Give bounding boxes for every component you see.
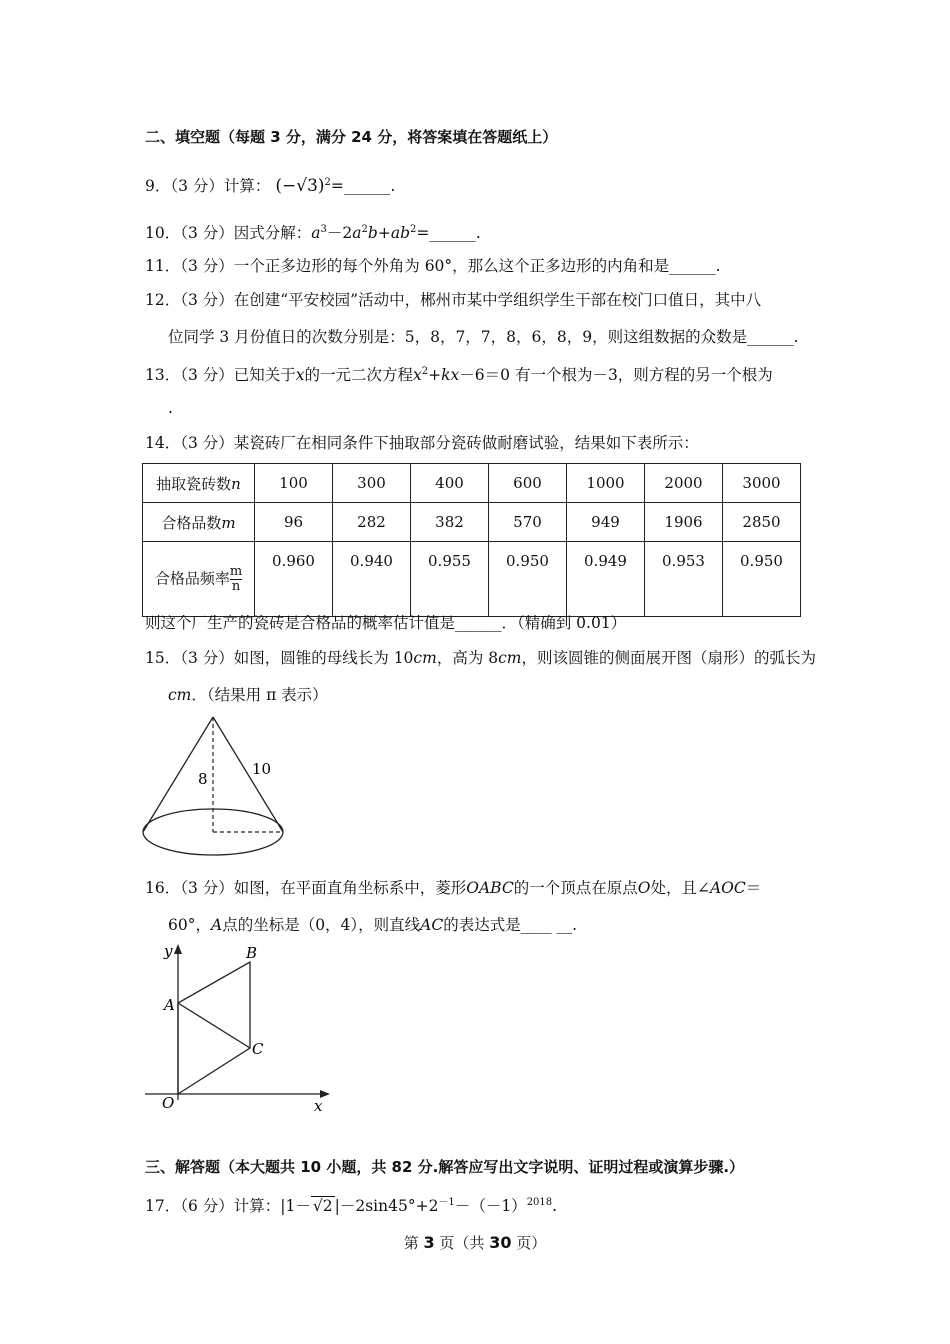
q13-plus: +	[428, 366, 442, 384]
table-cell: 96	[255, 503, 333, 542]
q10-blank: =______.	[416, 224, 481, 242]
q16-line2-middle: 点的坐标是（0，4），则直线	[222, 916, 421, 934]
q16-line2-prefix: 60°，	[168, 916, 211, 934]
q10-sup-3: 2	[410, 224, 417, 235]
q10-var-a: a	[311, 224, 321, 242]
sqrt-arg: 2	[322, 1197, 333, 1215]
q13-tail: －6＝0 有一个根为－3，则方程的另一个根为	[459, 366, 773, 384]
q16-line2-tail: 的表达式是____ __.	[443, 916, 578, 934]
q10-number: 10．	[145, 224, 181, 242]
q15-prefix: 15．（3 分）如图，圆锥的母线长为 10	[145, 649, 414, 667]
table-cell: 282	[333, 503, 411, 542]
row-header-m-var: m	[221, 513, 236, 532]
q10-var-ab: ab	[390, 224, 411, 242]
q10-sup-2: 2	[361, 224, 368, 235]
q17-tail: .	[552, 1197, 558, 1215]
question-17	[145, 1193, 557, 1216]
point-c-label: C	[252, 1040, 264, 1058]
table-cell: 0.950	[723, 542, 801, 617]
section-3-title: 三、解答题（本大题共 10 小题，共 82 分.解答应写出文字说明、证明过程或演算步骤.）	[145, 1158, 745, 1176]
q10-minus-2: －2	[326, 224, 353, 242]
cone-right-slant	[213, 717, 283, 832]
question-16-line-2	[168, 915, 577, 935]
q16-aoc: AOC	[709, 879, 746, 897]
sqrt-radicand: √2	[312, 1197, 333, 1215]
table-cell: 3000	[723, 464, 801, 503]
q15-tail-2: ．（结果用 π 表示）	[191, 686, 328, 704]
question-11: 11．（3 分）一个正多边形的每个外角为 60°，那么这个正多边形的内角和是______.	[145, 257, 721, 275]
row-header-n	[143, 464, 255, 503]
table-cell: 570	[489, 503, 567, 542]
point-a-label: A	[164, 996, 175, 1014]
q10-sup-1: 3	[320, 224, 327, 235]
table-cell: 100	[255, 464, 333, 503]
q13-var-x: x	[295, 366, 305, 384]
table-cell: 0.953	[645, 542, 723, 617]
table-row-n	[143, 464, 801, 503]
q9-prompt: （3 分）计算：	[170, 177, 271, 195]
tile-test-table	[142, 463, 801, 617]
q13-eq-x: x	[413, 366, 422, 384]
q10-prompt: （3 分）因式分解：	[180, 224, 312, 242]
table-row-m	[143, 503, 801, 542]
y-axis-arrow	[174, 944, 182, 954]
q15-middle: ，高为 8	[436, 649, 499, 667]
cone-slant-label: 10	[252, 760, 272, 778]
q17-sup-1: －1	[438, 1197, 455, 1208]
cone-figure	[140, 712, 290, 864]
table-cell: 600	[489, 464, 567, 503]
question-15-line-1	[145, 648, 816, 668]
table-cell: 300	[333, 464, 411, 503]
rhombus-coordinate-figure	[140, 940, 340, 1115]
q9-exponent: 2	[324, 177, 331, 188]
row-header-m-label: 合格品数	[161, 513, 222, 532]
rhombus-oabc	[178, 962, 250, 1094]
q16-a: A	[210, 916, 223, 934]
table-cell: 400	[411, 464, 489, 503]
footer-pre: 第	[403, 1234, 419, 1252]
q9-expression: (−√3)	[275, 176, 325, 196]
footer-mid: 页（共	[439, 1234, 485, 1252]
q15-unit-2: cm	[498, 649, 522, 667]
q13-prefix: 13．（3 分）已知关于	[145, 366, 296, 384]
q17-prefix: 17．（6 分）计算：|1－	[145, 1197, 311, 1215]
footer-page-number: 3	[423, 1233, 435, 1252]
question-9	[145, 173, 395, 196]
q10-var-b: b	[367, 224, 378, 242]
row-header-n-var: n	[231, 474, 241, 493]
q16-prefix: 16．（3 分）如图，在平面直角坐标系中，菱形	[145, 879, 467, 897]
q17-middle: |－2sin45°+2	[334, 1197, 439, 1215]
table-cell: 0.950	[489, 542, 567, 617]
q13-kx: kx	[441, 366, 460, 384]
question-14-after: 则这个厂生产的瓷砖是合格品的概率估计值是______．（精确到 0.01）	[145, 614, 627, 632]
x-axis-label: x	[314, 1097, 323, 1115]
row-header-frequency-label: 合格品频率	[154, 569, 230, 587]
table-cell: 949	[567, 503, 645, 542]
section-2-title: 二、填空题（每题 3 分，满分 24 分，将答案填在答题纸上）	[145, 128, 558, 146]
table-cell: 2850	[723, 503, 801, 542]
row-header-m	[143, 503, 255, 542]
page-footer	[0, 1232, 950, 1253]
q9-number: 9．	[145, 177, 171, 195]
q15-unit-3: cm	[168, 686, 192, 704]
table-cell: 1906	[645, 503, 723, 542]
question-12-line-2: 位同学 3 月份值日的次数分别是：5，8，7，7，8，6，8，9，则这组数据的众数是______.	[168, 328, 799, 346]
y-axis-label: y	[164, 942, 173, 960]
table-cell: 0.940	[333, 542, 411, 617]
q10-plus: +	[377, 224, 391, 242]
q17-middle-2: －（－1）	[454, 1197, 527, 1215]
question-13-line-1	[145, 362, 773, 385]
point-b-label: B	[246, 944, 258, 962]
q15-unit-1: cm	[413, 649, 437, 667]
question-16-line-1	[145, 878, 761, 898]
table-cell: 0.955	[411, 542, 489, 617]
q16-tail: ＝	[745, 879, 762, 897]
row-header-frequency	[143, 542, 255, 617]
footer-total-pages: 30	[489, 1233, 512, 1252]
table-cell: 0.949	[567, 542, 645, 617]
table-cell: 1000	[567, 464, 645, 503]
q16-ac: AC	[420, 916, 444, 934]
q16-o: O	[637, 879, 651, 897]
q10-var-a2: a	[352, 224, 362, 242]
fraction-denominator: n	[231, 578, 241, 594]
q17-sup-2: 2018	[526, 1197, 553, 1208]
footer-post: 页）	[516, 1234, 547, 1252]
fraction-m-over-n	[230, 565, 242, 594]
diagonal-ac	[178, 1003, 250, 1048]
question-14-intro: 14．（3 分）某瓷砖厂在相同条件下抽取部分瓷砖做耐磨试验，结果如下表所示：	[145, 434, 699, 452]
table-cell: 2000	[645, 464, 723, 503]
cone-height-label: 8	[198, 770, 208, 788]
question-10	[145, 220, 481, 243]
fraction-numerator: m	[229, 563, 243, 579]
origin-label: O	[162, 1094, 175, 1112]
table-cell: 0.960	[255, 542, 333, 617]
question-15-line-2	[168, 685, 328, 705]
q16-middle-2: 处，且∠	[650, 879, 710, 897]
table-cell: 382	[411, 503, 489, 542]
q16-middle: 的一个顶点在原点	[513, 879, 638, 897]
question-12-line-1: 12．（3 分）在创建“平安校园”活动中，郴州市某中学组织学生干部在校门口值日，其中八	[145, 291, 762, 309]
q13-sup: 2	[421, 366, 429, 377]
q15-tail: ，则该圆锥的侧面展开图（扇形）的弧长为	[521, 649, 817, 667]
q13-middle: 的一元二次方程	[304, 366, 414, 384]
q16-oabc: OABC	[466, 879, 514, 897]
row-header-n-label: 抽取瓷砖数	[156, 474, 232, 493]
q9-blank: =______.	[330, 177, 396, 195]
question-13-line-2: .	[168, 399, 173, 417]
table-row-frequency	[143, 542, 801, 617]
